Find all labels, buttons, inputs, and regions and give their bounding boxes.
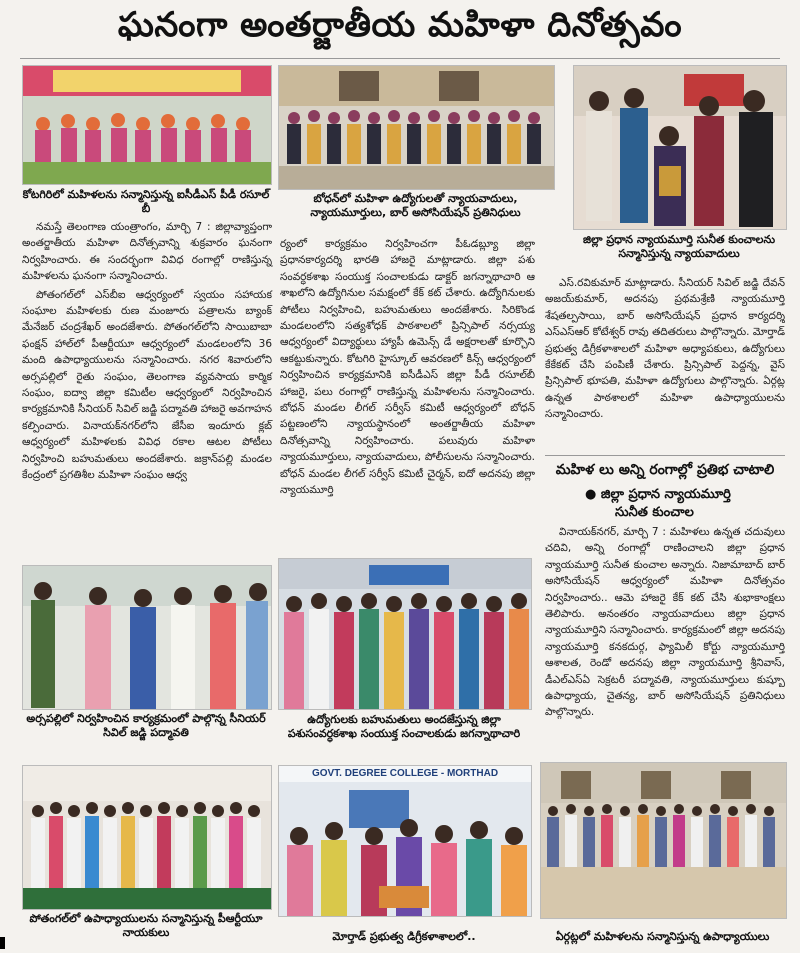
- page-corner-mark: [0, 937, 5, 949]
- article-right: [545, 275, 785, 425]
- headline-divider: [20, 58, 780, 59]
- article-sub: [545, 524, 785, 723]
- photo-mortad: [278, 765, 532, 917]
- article-sub-p1: వినాయక్‌నగర్, మార్చి 7 : మహిళలు ఉన్నత చదువులు చదివి, అన్ని రంగాల్లో రాణించాలని జిల్లా ప్రధాన న్యాయమూర్తి సునీత కుంచాల అన్నారు. నిజామాబాద్ బార్ అసోసియేషన్ ఆధ్వర్యంలో మహిళా దినోత్సవం నిర్వహించారు.. ఆమె హాజరై కేక్ కట్ చేసి శుభాకాంక్షలు తెలిపారు. అనంతరం న్యాయవాదులు జిల్లా ప్రధాన న్యాయమూర్తిని సన్మానించారు. కార్యక్రమంలో జిల్లా అదనపు న్యాయమూర్తి కనకదుర్గ, ఫ్యామిలీ కోర్టు న్యాయమూర్తి ఆశాలత, రెండో అదనపు జిల్లా న్యాయమూర్తి శ్రీనివాస్, డీఎల్ఎస్ఏ సెక్రటరీ పద్మావతి, న్యాయమూర్తులు కుష్బూ ఉపాధ్యాయ, చైతన్య, బార్ అసోసియేషన్ ప్రతినిధులు పాల్గొన్నారు.: [545, 526, 785, 719]
- article-right-p1: ఎస్.రవికుమార్ మాట్లాడారు. సీనియర్ సివిల్ జడ్జి దేవన్ అజయ్‌కుమార్, అదనపు ప్రథమశ్రేణి న్యాయమూర్తి శేషతల్పసాయి, బార్ అసోసియేషన్ ప్రధాన కార్యదర్శి ఎస్ఎస్ఆర్ కోటేశ్వర్ రావు తదితరులు పాల్గొన్నారు. మోర్తాడ్ ప్రభుత్వ డిగ్రీకళాశాలలో మహిళా అధ్యాపకులు, ఉద్యోగులు కేకేకట్ చేసి పంపిణీ చేశారు. ప్రిన్సిపాల్ పెద్దన్న, వైస్ ప్రిన్సిపాల్ భూపతి, మహిళా ఉద్యోగులు పాల్గొన్నారు. ఏర్గట్ల ఉన్నత పాఠశాలలో మహిళా ఉపాధ్యాయులను సన్మానించారు.: [545, 277, 785, 421]
- caption-pothangal: పోతంగల్‌లో ఉపాధ్యాయులను సన్మానిస్తున్న పీఆర్టీయూ నాయకులు: [29, 912, 263, 939]
- bullet-line2: సునీత కుంచాల: [615, 505, 694, 520]
- page-headline: ఘనంగా అంతర్జాతీయ మహిళా దినోత్సవం: [117, 5, 683, 45]
- photo-kotagiri: [22, 65, 272, 185]
- article-mid: [280, 236, 535, 501]
- photo-yergatla: [540, 762, 787, 919]
- caption-arsapalli: అర్సపల్లిలో నిర్వహించిన కార్యక్రమంలో పాల్గొన్న సీనియర్ సివిల్ జడ్జి పద్మావతి: [26, 712, 266, 739]
- photo-judge: [573, 65, 787, 230]
- caption-employees: ఉద్యోగులకు బహుమతులు అందజేస్తున్న జిల్లా పశుసంవర్ధకశాఖ సంయుక్త సంచాలకుడు జగన్నాథాచారి: [287, 713, 521, 740]
- article-mid-p1: ర్యంలో కార్యక్రమం నిర్వహించగా పీఓడబ్ల్యూ జిల్లా ప్రధానకార్యదర్శి భారతి హాజరై మాట్లాడారు. జిల్లా పశు సంవర్ధకశాఖ సంయుక్త సంచాలకుడు డాక్టర్ జగన్నాథాచారి ఆ శాఖలోని ఉద్యోగినుల సమక్షంలో కేక్ కట్ చేశారు. ఉద్యోగినులకు పోటీలు నిర్వహించి, బహుమతులు అందజేశారు. సిరికొండ మండలంలోని సత్యశోధక్ పాఠశాలలో ప్రిన్సిపాల్ నర్సయ్య ఆధ్వర్యంలో విద్యార్థులు హ్యాపీ ఉమెన్స్ డే అక్షరాలతో కూర్చొని ఆకట్టుకున్నారు. కోటగిరి హైస్కూల్ ఆవరణలో కిన్స్ ఆధ్వర్యంలో నిర్వహించిన కార్యక్రమానికి ఐసీడీఎస్ జిల్లా పీడీ రసూల్‌బీ హాజరై, పలు రంగాల్లో రాణిస్తున్న మహిళలను సన్మానించారు. బోధన్ మండల లీగల్ సర్వీస్ కమిటీ ఆధ్వర్యంలో బోధన్ పట్టణంలోని న్యాయస్థానంలో అంతర్జాతీయ మహిళా దినోత్సవాన్ని నిర్వహించారు. పలువురు మహిళా న్యాయమూర్తులు, న్యాయవాదులు, పోలీసులను సన్మానించారు. బోధన్ మండల లీగల్ సర్వీస్ కమిటీ చైర్మన్, ఐదో అదనపు జిల్లా న్యాయమూర్తి: [280, 238, 535, 497]
- college-banner: GOVT. DEGREE COLLEGE - MORTHAD: [279, 766, 531, 782]
- article-left: [22, 219, 272, 486]
- caption-mortad: మోర్తాడ్ ప్రభుత్వ డిగ్రీకళాశాలలో..: [332, 930, 476, 943]
- photo-arsapalli: [22, 565, 272, 710]
- subhead-divider: [545, 455, 785, 456]
- caption-yergatla: ఏర్గట్లలో మహిళలను సన్మానిస్తున్న ఉపాధ్యాయులు: [555, 930, 770, 943]
- subhead: మహిళ లు అన్ని రంగాల్లో ప్రతిభ చాటాలి: [555, 462, 775, 478]
- photo-bodhan: [278, 65, 555, 190]
- caption-bodhan: బోధన్‌లో మహిళా ఉద్యోగులతో న్యాయవాదులు, న్యాయమూర్తులు, బార్ అసోసియేషన్ ప్రతినిధులు: [310, 192, 521, 219]
- article-left-p1: నమస్తే తెలంగాణ యంత్రాంగం, మార్చి 7 : జిల్లావ్యాప్తంగా అంతర్జాతీయ మహిళా దినోత్సవాన్ని శుక్రవారం ఘనంగా నిర్వహించారు. ఈ సందర్భంగా వివిధ రంగాల్లో రాణిస్తున్న మహిళలను ఘనంగా సన్మానించారు.: [22, 221, 272, 283]
- photo-pothangal: [22, 765, 272, 910]
- caption-judge: జిల్లా ప్రధాన న్యాయమూర్తి సునీత కుంచాలను సన్మానిస్తున్న న్యాయవాదులు: [582, 233, 776, 260]
- photo-employees: [278, 558, 532, 710]
- bullet-line1: ● జిల్లా ప్రధాన న్యాయమూర్తి: [585, 487, 731, 502]
- caption-kotagiri: కోటగిరిలో మహిళలను సన్మానిస్తున్న ఐసీడీఎస్ పీడీ రసూల్ బీ: [22, 188, 270, 215]
- article-left-p2: పోతంగల్‌లో ఎస్‌బీఐ ఆధ్వర్యంలో స్వయం సహాయక సంఘాల మహిళలకు రుణ మంజూరు పత్రాలను బ్యాంక్ మేనేజర్ చంద్రశేఖర్ అందజేశారు. పోతంగల్‌లోని సాయిబాబా ఫంక్షన్ హాల్‌లో పీఆర్టీయూ ఆధ్వర్యంలో మండలంలోని 36 మంది ఉపాధ్యాయులను సన్మానించారు. నగర శివారులోని అర్సపల్లిలో రైతు సంఘం, తెలంగాణ వ్యవసాయ కార్మిక సంఘం, ఐద్వా జిల్లా కమిటీల ఆధ్వర్యంలో నిర్వహించిన కార్యక్రమానికి సీనియర్ సివిల్ జడ్జి పద్మావతి హాజరై అవగాహన కల్పించారు. వినాయక్‌నగర్‌లోని జేసీఐ ఇందూరు క్లబ్ ఆధ్వర్యంలో మహిళలకు వివిధ రకాల ఆటల పోటీలు నిర్వహించి బహుమతులు అందజేశారు. జక్రాన్‌పల్లి మండల కేంద్రంలో ప్రగతిశీల మహిళా సంఘం ఆధ్వ: [22, 288, 272, 482]
